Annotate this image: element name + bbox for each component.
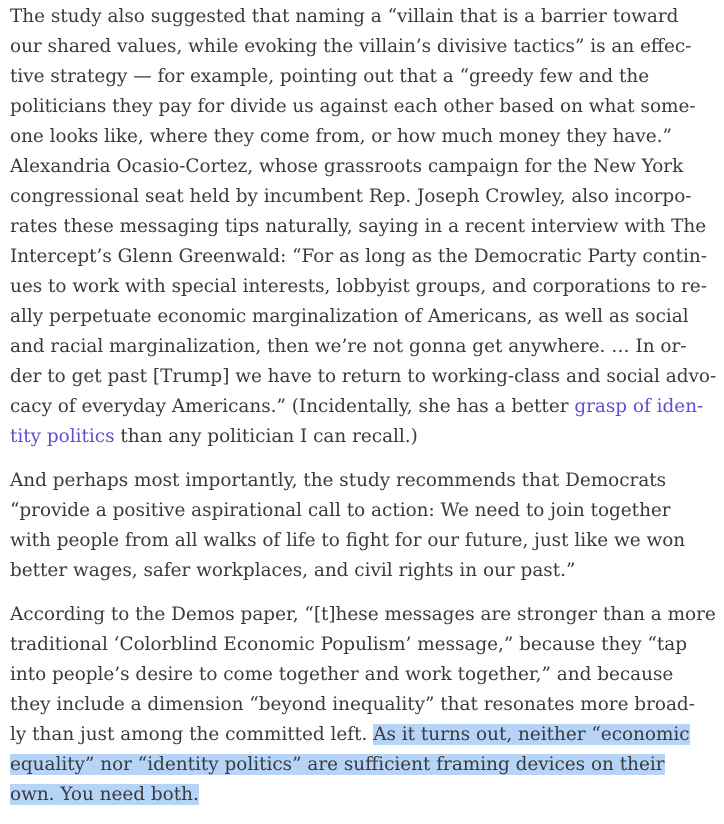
text-line: our shared values, while evoking the villain’s divisive tactics” is an effec- [10, 36, 692, 57]
text-line: better wages, safer workplaces, and civil rights in our past.” [10, 560, 576, 581]
text-line: politicians they pay for divide us against each other based on what some- [10, 96, 696, 117]
text-line: Intercept’s Glenn Greenwald: “For as long as the Democratic Party contin- [10, 246, 707, 267]
selected-text[interactable]: As it turns out, neither “economic [373, 724, 690, 745]
text-line: The study also suggested that naming a “villain that is a barrier toward [10, 6, 679, 27]
identity-politics-link[interactable]: tity politics [10, 426, 115, 447]
identity-politics-link[interactable]: grasp of iden- [574, 396, 704, 417]
text-line [10, 720, 716, 750]
text-line [10, 750, 716, 780]
text-segment: cacy of everyday Americans.” (Incidentally, she has a better [10, 396, 575, 417]
article-body [10, 2, 716, 824]
text-line: congressional seat held by incumbent Rep. Joseph Crowley, also incorpo- [10, 186, 692, 207]
text-segment: ly than just among the committed left. [10, 724, 374, 745]
text-line: “provide a positive aspirational call to action: We need to join together [10, 500, 671, 521]
selected-text[interactable]: own. You need both. [10, 784, 199, 805]
paragraph-villain-strategy [10, 2, 716, 452]
text-line: rates these messaging tips naturally, saying in a recent interview with The [10, 216, 707, 237]
text-line [10, 780, 716, 810]
text-line: into people’s desire to come together and work together,” and because [10, 664, 674, 685]
text-line [10, 392, 716, 422]
text-line [10, 422, 716, 452]
text-line: ues to work with special interests, lobbyist groups, and corporations to re- [10, 276, 707, 297]
paragraph-demos-paper [10, 600, 716, 810]
text-line: ally perpetuate economic marginalization of Americans, as well as social [10, 306, 689, 327]
text-line: and racial marginalization, then we’re not gonna get anywhere. … In or- [10, 336, 687, 357]
selected-text[interactable]: equality” nor “identity politics” are sufficient framing devices on their [10, 754, 665, 775]
text-line: with people from all walks of life to fight for our future, just like we won [10, 530, 686, 551]
text-segment: than any politician I can recall.) [114, 426, 418, 447]
text-line: traditional ‘Colorblind Economic Populism’ message,” because they “tap [10, 634, 687, 655]
text-line: tive strategy — for example, pointing out that a “greedy few and the [10, 66, 650, 87]
text-line: they include a dimension “beyond inequality” that resonates more broad- [10, 694, 695, 715]
text-line: Alexandria Ocasio-Cortez, whose grassroots campaign for the New York [10, 156, 684, 177]
text-line: According to the Demos paper, “[t]hese messages are stronger than a more [10, 604, 716, 625]
text-line: one looks like, where they come from, or how much money they have.” [10, 126, 672, 147]
paragraph-call-to-action [10, 466, 716, 586]
text-line: And perhaps most importantly, the study recommends that Democrats [10, 470, 667, 491]
text-line: der to get past [Trump] we have to return to working-class and social advo- [10, 366, 717, 387]
